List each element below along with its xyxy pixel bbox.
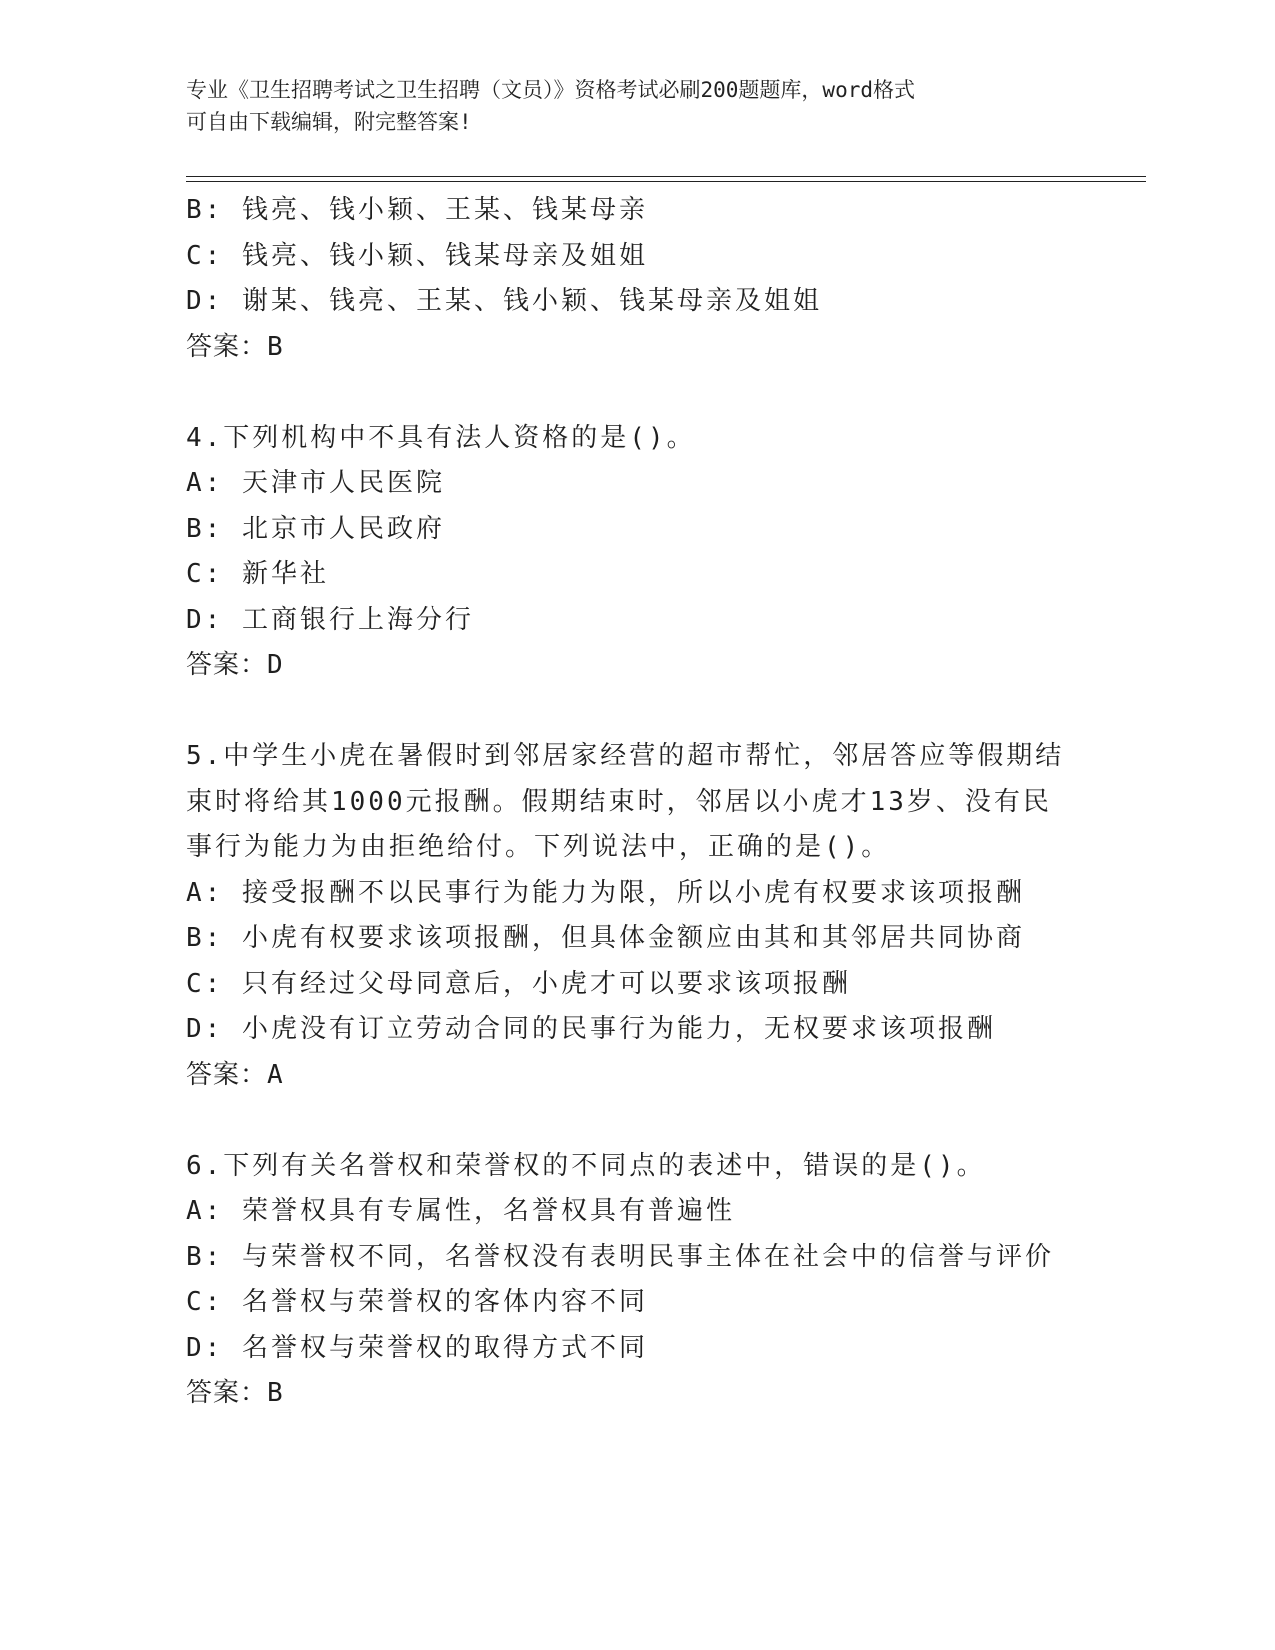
- q3-option-c: C: 钱亮、钱小颖、钱某母亲及姐姐: [186, 240, 648, 271]
- q5-stem-line-2: 束时将给其1000元报酬。假期结束时，邻居以小虎才13岁、没有民: [186, 786, 1052, 817]
- q5-option-b: B: 小虎有权要求该项报酬，但具体金额应由其和其邻居共同协商: [186, 923, 1025, 953]
- page-header: [186, 74, 1066, 138]
- question-5: [186, 734, 1086, 1098]
- question-3-continued: [186, 188, 1086, 370]
- q3-option-d: D: 谢某、钱亮、王某、钱小颖、钱某母亲及姐姐: [186, 286, 822, 316]
- q3-answer: 答案：B: [186, 331, 284, 362]
- q5-option-c: C: 只有经过父母同意后，小虎才可以要求该项报酬: [186, 968, 851, 999]
- q5-option-a: A: 接受报酬不以民事行为能力为限，所以小虎有权要求该项报酬: [186, 877, 1025, 908]
- q5-stem-line-1: 5.中学生小虎在暑假时到邻居家经营的超市帮忙，邻居答应等假期结: [186, 741, 1065, 771]
- q4-option-b: B: 北京市人民政府: [186, 513, 445, 544]
- q4-option-a: A: 天津市人民医院: [186, 468, 445, 498]
- q6-answer: 答案：B: [186, 1378, 284, 1408]
- q5-option-d: D: 小虎没有订立劳动合同的民事行为能力，无权要求该项报酬: [186, 1014, 996, 1044]
- question-6: [186, 1144, 1086, 1417]
- header-line-1: 专业《卫生招聘考试之卫生招聘（文员）》资格考试必刷200题题库，word格式: [186, 78, 915, 102]
- q4-option-c: C: 新华社: [186, 559, 329, 589]
- header-rule-top: [186, 176, 1146, 177]
- question-content: [186, 188, 1086, 1417]
- header-line-2: 可自由下载编辑，附完整答案!: [186, 110, 472, 134]
- q6-option-c: C: 名誉权与荣誉权的客体内容不同: [186, 1287, 648, 1317]
- q5-stem-line-3: 事行为能力为由拒绝给付。下列说法中，正确的是()。: [186, 832, 891, 862]
- q5-answer: 答案：A: [186, 1059, 284, 1090]
- q6-option-d: D: 名誉权与荣誉权的取得方式不同: [186, 1332, 648, 1363]
- q4-stem: 4.下列机构中不具有法人资格的是()。: [186, 422, 696, 453]
- q6-stem: 6.下列有关名誉权和荣誉权的不同点的表述中，错误的是()。: [186, 1150, 986, 1181]
- q6-option-a: A: 荣誉权具有专属性，名誉权具有普遍性: [186, 1196, 735, 1226]
- header-rule-bottom: [186, 181, 1146, 182]
- spacer: [186, 689, 1086, 735]
- spacer: [186, 1098, 1086, 1144]
- q4-option-d: D: 工商银行上海分行: [186, 604, 474, 635]
- q3-option-b: B: 钱亮、钱小颖、王某、钱某母亲: [186, 195, 648, 225]
- question-4: [186, 416, 1086, 689]
- spacer: [186, 370, 1086, 416]
- q4-answer: 答案：D: [186, 650, 284, 680]
- q6-option-b: B: 与荣誉权不同，名誉权没有表明民事主体在社会中的信誉与评价: [186, 1241, 1054, 1272]
